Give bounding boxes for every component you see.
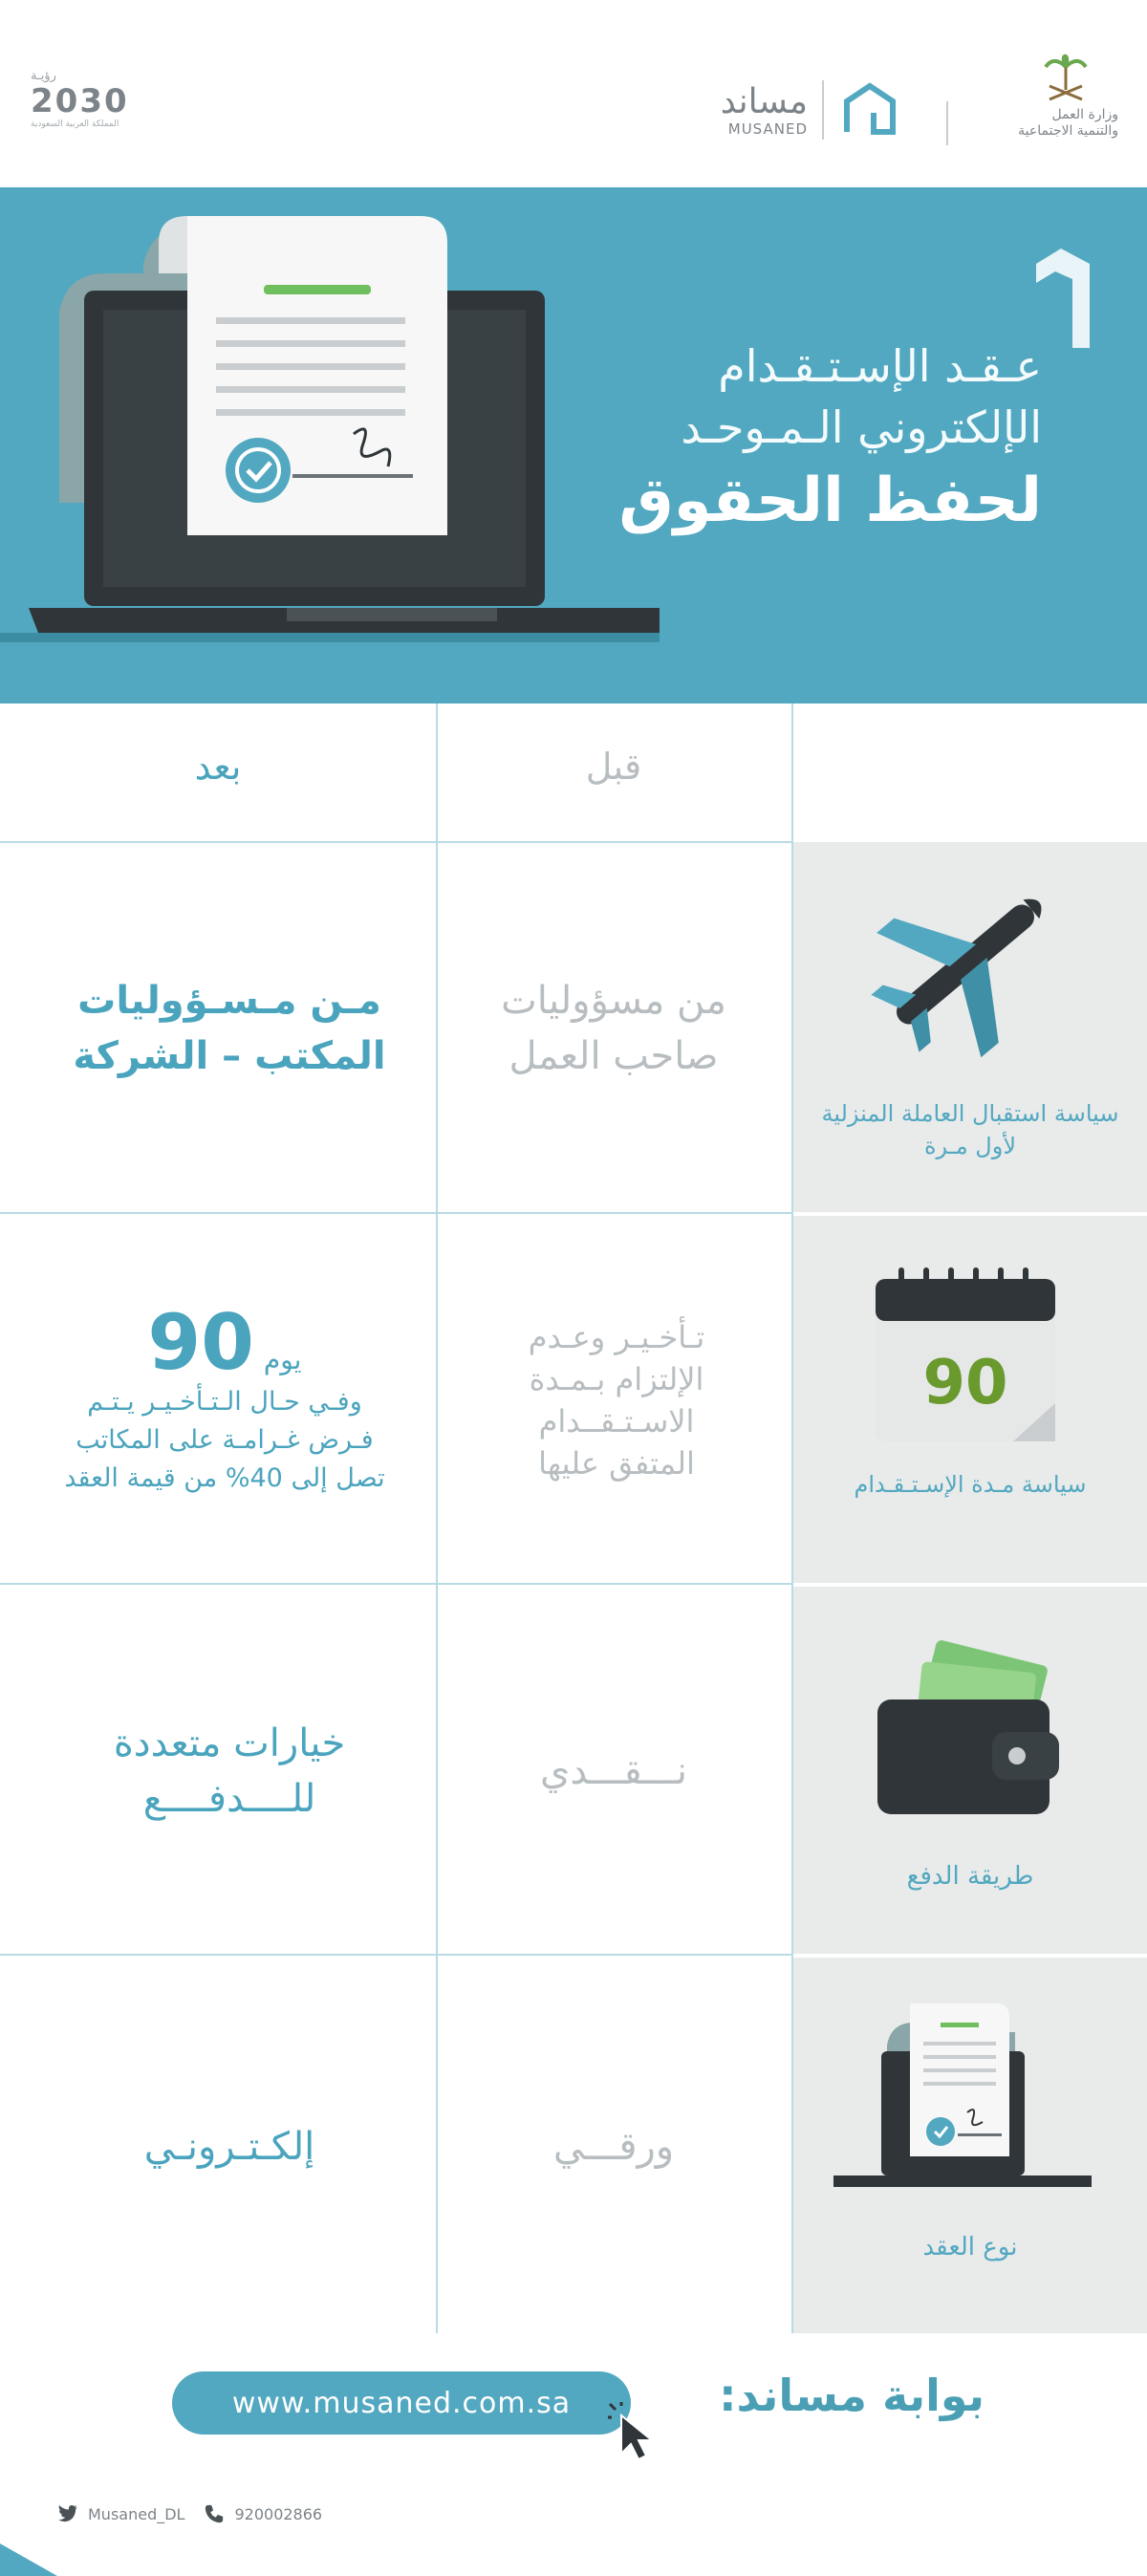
airplane-icon bbox=[860, 864, 1071, 1065]
palm-emblem-icon bbox=[1042, 52, 1090, 105]
row1-before: من مسؤوليات صاحب العمل bbox=[501, 979, 726, 1078]
calendar-number: 90 bbox=[922, 1348, 1008, 1418]
comparison-table bbox=[0, 704, 1147, 2333]
column-header-after: بعد bbox=[194, 746, 242, 788]
musaned-logo: مساند MUSANED bbox=[688, 75, 898, 151]
row-label-contract-type: نوع العقد bbox=[922, 2233, 1018, 2262]
row-label-first-arrival: سياسة استقبال العاملة المنزلية لأول مـرة bbox=[821, 1100, 1119, 1159]
row3-before: نـــقـــدي bbox=[540, 1749, 687, 1793]
wallet-icon bbox=[868, 1633, 1069, 1833]
hero-banner bbox=[0, 187, 1147, 704]
column-header-before: قبل bbox=[585, 746, 642, 788]
corner-decoration bbox=[0, 2524, 76, 2576]
cursor-icon bbox=[608, 2402, 665, 2463]
row2-after: يوم 90 وفـي حـال الـتـأخـيـر يـتـم فـرض غـرامـة على المكاتب تصل إلى 40% من قيمة العقد bbox=[64, 1298, 385, 1493]
twitter-handle[interactable]: Musaned_DL bbox=[88, 2504, 185, 2523]
portal-label: بوابة مساند: bbox=[719, 2370, 985, 2421]
row-label-payment-method: طريقة الدفع bbox=[906, 1862, 1034, 1891]
phone-number[interactable]: 920002866 bbox=[234, 2504, 323, 2523]
row2-before: تـأخـيـر وعـدم الإلتزام بـمـدة الاسـتـقــدام المتفق عليها bbox=[528, 1319, 705, 1482]
musaned-house-icon bbox=[841, 80, 898, 138]
phone-icon bbox=[204, 2503, 225, 2524]
row3-after: خيارات متعددة للــــدفــــع bbox=[113, 1721, 346, 1821]
ministry-logo: وزارة العمل والتنمية الاجتماعية bbox=[946, 52, 1118, 157]
row1-after: مـن مـسـؤوليات المكتب – الشركة bbox=[73, 979, 386, 1078]
header bbox=[0, 0, 1147, 187]
row4-after: إلكـتـرونـي bbox=[143, 2125, 315, 2169]
footer bbox=[0, 2333, 1147, 2576]
row4-before: ورقـــي bbox=[552, 2125, 675, 2169]
website-link[interactable]: www.musaned.com.sa bbox=[172, 2371, 631, 2435]
vision-2030-logo: رؤيـة 2030 المملكة العربية السعودية bbox=[31, 69, 129, 129]
twitter-icon bbox=[57, 2505, 78, 2522]
hero-title: عـقـد الإسـتـقـدام الإلكتروني الـمـوحـد لحفظ الحقوق bbox=[618, 340, 1042, 536]
calendar-icon bbox=[870, 1260, 1061, 1451]
social-contacts bbox=[57, 2503, 322, 2524]
laptop-contract-icon bbox=[814, 1994, 1101, 2223]
row-label-recruit-duration: سياسة مـدة الإسـتـقـدام bbox=[854, 1471, 1087, 1498]
